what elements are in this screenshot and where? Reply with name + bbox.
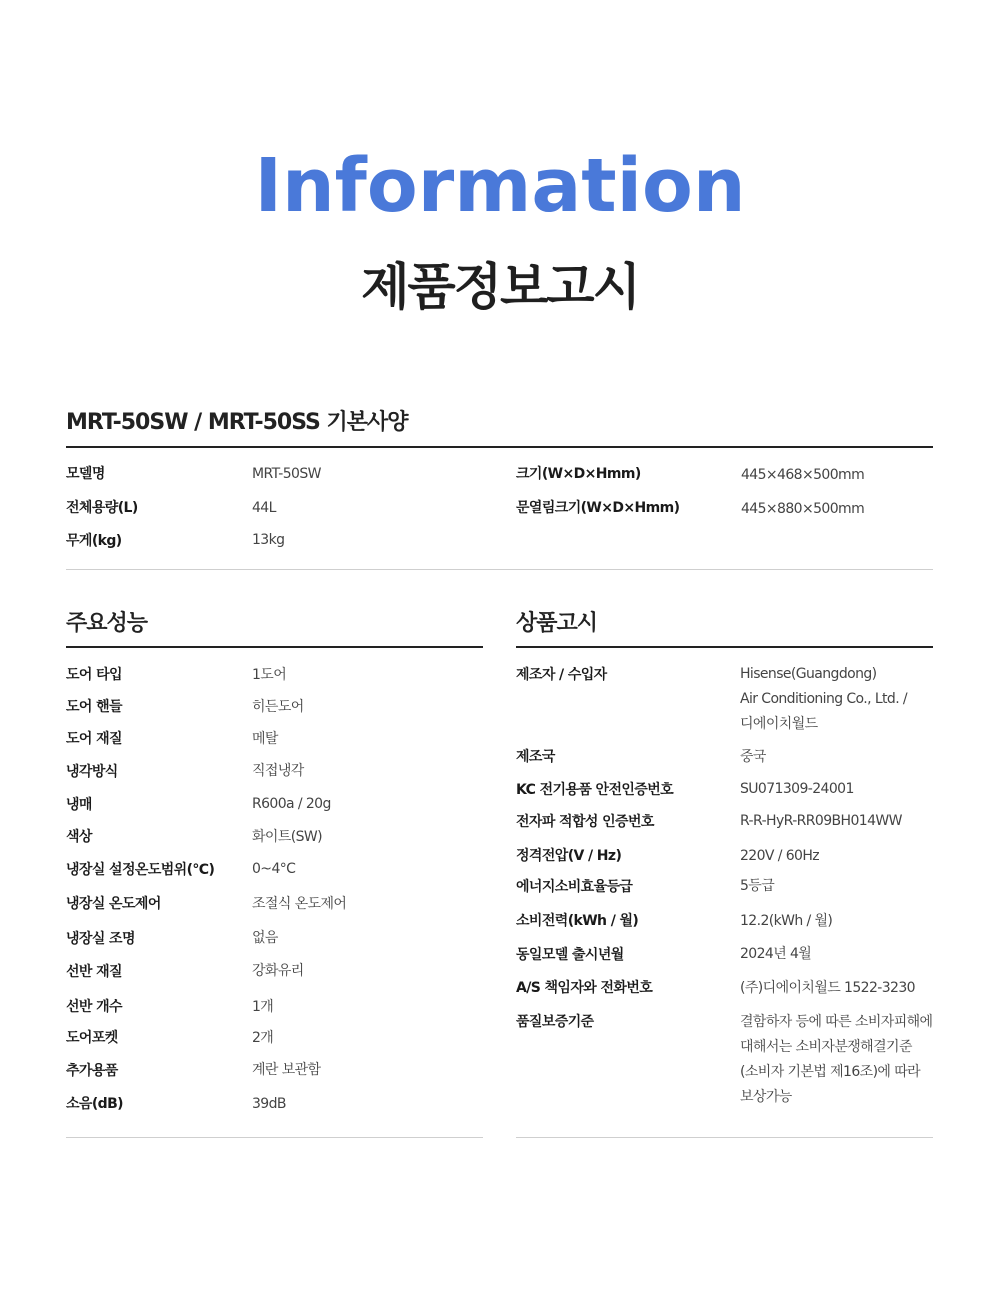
perf-label: 냉매 bbox=[66, 797, 92, 813]
spec-value-open-size: 445×880×500mm bbox=[741, 501, 865, 517]
notice-value: (주)디에이치월드 1522-3230 bbox=[740, 980, 915, 996]
spec-value-weight: 13kg bbox=[252, 532, 285, 548]
notice-label: 제조자 / 수입자 bbox=[516, 667, 607, 683]
perf-value: 직접냉각 bbox=[252, 763, 304, 779]
notice-heading: 상품고시 bbox=[516, 611, 598, 636]
perf-label: 냉장실 조명 bbox=[66, 931, 135, 947]
performance-heading: 주요성능 bbox=[66, 611, 148, 636]
basic-spec-bottom-rule bbox=[66, 569, 933, 570]
basic-spec-heading: MRT-50SW / MRT-50SS 기본사양 bbox=[66, 410, 408, 435]
perf-label: 소음(dB) bbox=[66, 1096, 123, 1112]
notice-value: 220V / 60Hz bbox=[740, 848, 820, 864]
perf-label: 색상 bbox=[66, 829, 92, 845]
notice-label: 동일모델 출시년월 bbox=[516, 947, 624, 963]
spec-label-model: 모델명 bbox=[66, 466, 105, 482]
perf-value: 0~4°C bbox=[252, 861, 296, 877]
perf-value: 계란 보관함 bbox=[252, 1062, 321, 1078]
notice-label: 에너지소비효율등급 bbox=[516, 879, 633, 895]
perf-label: 냉장실 설정온도범위(°C) bbox=[66, 862, 215, 878]
perf-label: 선반 재질 bbox=[66, 964, 122, 980]
page-subtitle: 제품정보고시 bbox=[361, 258, 639, 316]
notice-value: (소비자 기본법 제16조)에 따라 bbox=[740, 1064, 921, 1080]
spec-label-size: 크기(W×D×Hmm) bbox=[516, 466, 641, 482]
notice-value: SU071309-24001 bbox=[740, 781, 854, 797]
perf-value: 강화유리 bbox=[252, 963, 304, 979]
spec-value-model: MRT-50SW bbox=[252, 466, 321, 482]
perf-value: 조절식 온도제어 bbox=[252, 896, 347, 912]
notice-value: 디에이치월드 bbox=[740, 716, 818, 732]
perf-label: 냉장실 온도제어 bbox=[66, 896, 161, 912]
page-title: Information bbox=[254, 143, 746, 229]
notice-value: 대해서는 소비자분쟁해결기준 bbox=[740, 1039, 912, 1055]
notice-label: 품질보증기준 bbox=[516, 1014, 594, 1030]
perf-label: 냉각방식 bbox=[66, 764, 118, 780]
notice-value: 보상가능 bbox=[740, 1089, 792, 1105]
notice-value: 12.2(kWh / 월) bbox=[740, 913, 833, 929]
spec-label-capacity: 전체용량(L) bbox=[66, 500, 138, 516]
perf-value: 39dB bbox=[252, 1096, 286, 1112]
notice-label: KC 전기용품 안전인증번호 bbox=[516, 782, 674, 798]
perf-label: 도어포켓 bbox=[66, 1030, 118, 1046]
notice-label: 전자파 적합성 인증번호 bbox=[516, 814, 654, 830]
perf-value: 히든도어 bbox=[252, 699, 304, 715]
notice-label: 소비전력(kWh / 월) bbox=[516, 913, 639, 929]
spec-label-weight: 무게(kg) bbox=[66, 533, 122, 549]
notice-value: 5등급 bbox=[740, 878, 775, 894]
performance-top-rule bbox=[66, 646, 483, 648]
notice-label: 정격전압(V / Hz) bbox=[516, 848, 622, 864]
perf-value: 1도어 bbox=[252, 667, 287, 683]
perf-value: 메탈 bbox=[252, 731, 278, 747]
perf-value: 없음 bbox=[252, 930, 278, 946]
notice-value: Hisense(Guangdong) bbox=[740, 666, 877, 682]
notice-value: Air Conditioning Co., Ltd. / bbox=[740, 691, 908, 707]
spec-label-open-size: 문열림크기(W×D×Hmm) bbox=[516, 500, 680, 516]
notice-value: R-R-HyR-RR09BH014WW bbox=[740, 813, 902, 829]
perf-value: 1개 bbox=[252, 999, 274, 1015]
notice-top-rule bbox=[516, 646, 933, 648]
notice-value: 2024년 4월 bbox=[740, 946, 812, 962]
perf-value: R600a / 20g bbox=[252, 796, 331, 812]
perf-label: 도어 재질 bbox=[66, 731, 122, 747]
perf-label: 도어 핸들 bbox=[66, 699, 122, 715]
basic-spec-top-rule bbox=[66, 446, 933, 448]
perf-label: 도어 타입 bbox=[66, 667, 122, 683]
perf-label: 선반 개수 bbox=[66, 999, 122, 1015]
spec-value-capacity: 44L bbox=[252, 500, 276, 516]
perf-label: 추가용품 bbox=[66, 1063, 118, 1079]
notice-value: 중국 bbox=[740, 749, 766, 765]
perf-value: 화이트(SW) bbox=[252, 829, 323, 845]
notice-bottom-rule bbox=[516, 1137, 933, 1138]
spec-value-size: 445×468×500mm bbox=[741, 467, 865, 483]
perf-value: 2개 bbox=[252, 1030, 274, 1046]
performance-bottom-rule bbox=[66, 1137, 483, 1138]
notice-label: 제조국 bbox=[516, 749, 555, 765]
notice-label: A/S 책임자와 전화번호 bbox=[516, 980, 653, 996]
notice-value: 결함하자 등에 따른 소비자피해에 bbox=[740, 1014, 933, 1030]
